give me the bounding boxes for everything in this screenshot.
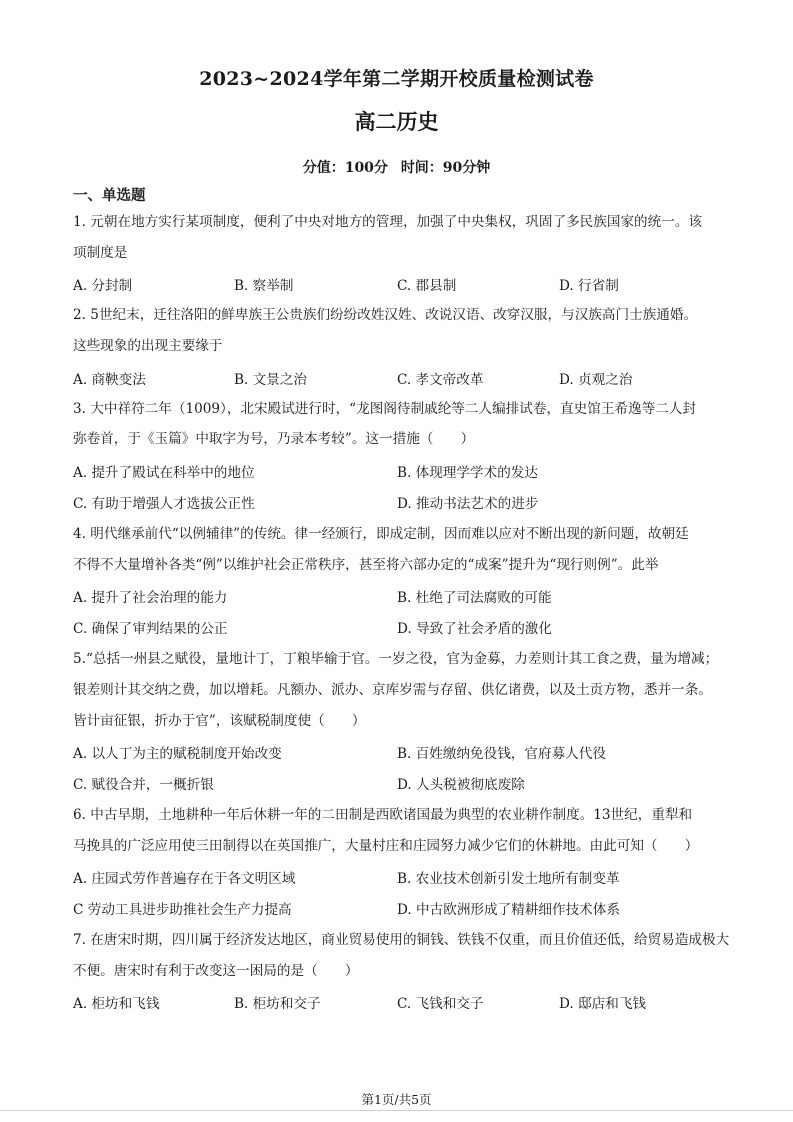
question-4-line-1: 4. 明代继承前代“以例辅律”的传统。律一经颁行，即成定制，因而难以应对不断出现的新问题，故朝廷 (73, 526, 689, 542)
question-2-option-c: C. 孝文帝改革 (397, 372, 484, 388)
question-3-option-d: D. 推动书法艺术的进步 (397, 496, 539, 512)
question-1-option-a: A. 分封制 (73, 278, 133, 294)
question-5-line-2: 银差则计其交纳之费，加以增耗。凡额办、派办、京库岁需与存留、供亿诸费，以及土贡方物，悉并一条。 (73, 682, 712, 698)
question-3-option-a: A. 提升了殿试在科举中的地位 (73, 465, 255, 481)
question-4-option-b: B. 杜绝了司法腐败的可能 (397, 590, 552, 606)
question-2-option-d: D. 贞观之治 (559, 372, 633, 388)
question-2-line-2: 这些现象的出现主要缘于 (73, 338, 223, 354)
question-7-option-a: A. 柜坊和飞钱 (73, 996, 160, 1012)
question-4-option-a: A. 提升了社会治理的能力 (73, 590, 228, 606)
question-7-option-b: B. 柜坊和交子 (234, 996, 321, 1012)
question-3-option-c: C. 有助于增强人才选拔公正性 (73, 496, 255, 512)
question-1-line-1: 1. 元朝在地方实行某项制度，便利了中央对地方的管理，加强了中央集权，巩固了多民族国家的统一。该 (73, 214, 703, 230)
question-7-line-1: 7. 在唐宋时期，四川属于经济发达地区，商业贸易使用的铜钱、铁钱不仅重，而且价值还低，给贸易造成极大 (73, 932, 730, 948)
section-heading: 一、单选题 (73, 187, 146, 204)
question-7-option-d: D. 邸店和飞钱 (559, 996, 647, 1012)
question-6-option-d: D. 中古欧洲形成了精耕细作技术体系 (397, 902, 620, 918)
question-1-line-2: 项制度是 (73, 245, 128, 261)
page-number: 第1页/共5页 (361, 1092, 432, 1107)
question-1-option-d: D. 行省制 (559, 278, 619, 294)
exam-title: 2023~2024学年第二学期开校质量检测试卷 (199, 68, 594, 90)
question-3-option-b: B. 体现理学学术的发达 (397, 465, 538, 481)
question-6-option-b: B. 农业技术创新引发土地所有制变革 (397, 871, 620, 887)
question-5-line-1: 5.“总括一州县之赋役，量地计丁，丁粮毕输于官。一岁之役，官为金募，力差则计其工食之费，量为增减； (73, 651, 719, 667)
question-3-line-1: 3. 大中祥符二年（1009），北宋殿试进行时，“龙图阁待制戚纶等二人编排试卷，直史馆王希逸等二人封 (73, 401, 696, 417)
question-6-option-a: A. 庄园式劳作普遍存在于各文明区域 (73, 871, 296, 887)
question-4-option-d: D. 导致了社会矛盾的激化 (397, 621, 552, 637)
question-3-line-2: 弥卷首，于《玉篇》中取字为号，乃录本考较”。这一措施（ ） (73, 431, 475, 447)
question-5-option-c: C. 赋役合并，一概折银 (73, 777, 214, 793)
score-info: 分值：100分 (302, 160, 388, 176)
question-5-option-a: A. 以人丁为主的赋税制度开始改变 (73, 746, 282, 762)
question-2-option-a: A. 商鞅变法 (73, 372, 146, 388)
question-4-option-c: C. 确保了审判结果的公正 (73, 621, 228, 637)
question-6-option-c: C 劳动工具进步助推社会生产力提高 (73, 902, 292, 918)
question-2-option-b: B. 文景之治 (234, 372, 308, 388)
exam-meta (0, 157, 793, 177)
question-5-option-d: D. 人头税被彻底废除 (397, 777, 525, 793)
question-7-line-2: 不便。唐宋时有利于改变这一困局的是（ ） (73, 963, 359, 979)
question-2-line-1: 2. 5世纪末，迁往洛阳的鲜卑族王公贵族们纷纷改姓汉姓、改说汉语、改穿汉服，与汉族高门士族通婚。 (73, 307, 698, 323)
exam-subject: 高二历史 (354, 109, 439, 134)
question-6-line-2: 马挽具的广泛应用使三田制得以在英国推广，大量村庄和庄园努力减少它们的休耕地。由此可知（ ） (73, 838, 699, 854)
question-4-line-2: 不得不大量增补各类“例”以维护社会正常秩序，甚至将六部办定的“成案”提升为“现行则例”。此举 (73, 557, 659, 573)
question-1-option-b: B. 察举制 (234, 278, 294, 294)
question-5-option-b: B. 百姓缴纳免役钱，官府募人代役 (397, 746, 606, 762)
footer-divider (0, 1110, 793, 1111)
question-6-line-1: 6. 中古早期，土地耕种一年后休耕一年的二田制是西欧诸国最为典型的农业耕作制度。13世纪，重犁和 (73, 807, 693, 823)
question-5-line-3: 皆计亩征银，折办于官”，该赋税制度使（ ） (73, 713, 366, 729)
time-info: 时间：90分钟 (400, 160, 491, 176)
question-1-option-c: C. 郡县制 (397, 278, 457, 294)
question-7-option-c: C. 飞钱和交子 (397, 996, 484, 1012)
